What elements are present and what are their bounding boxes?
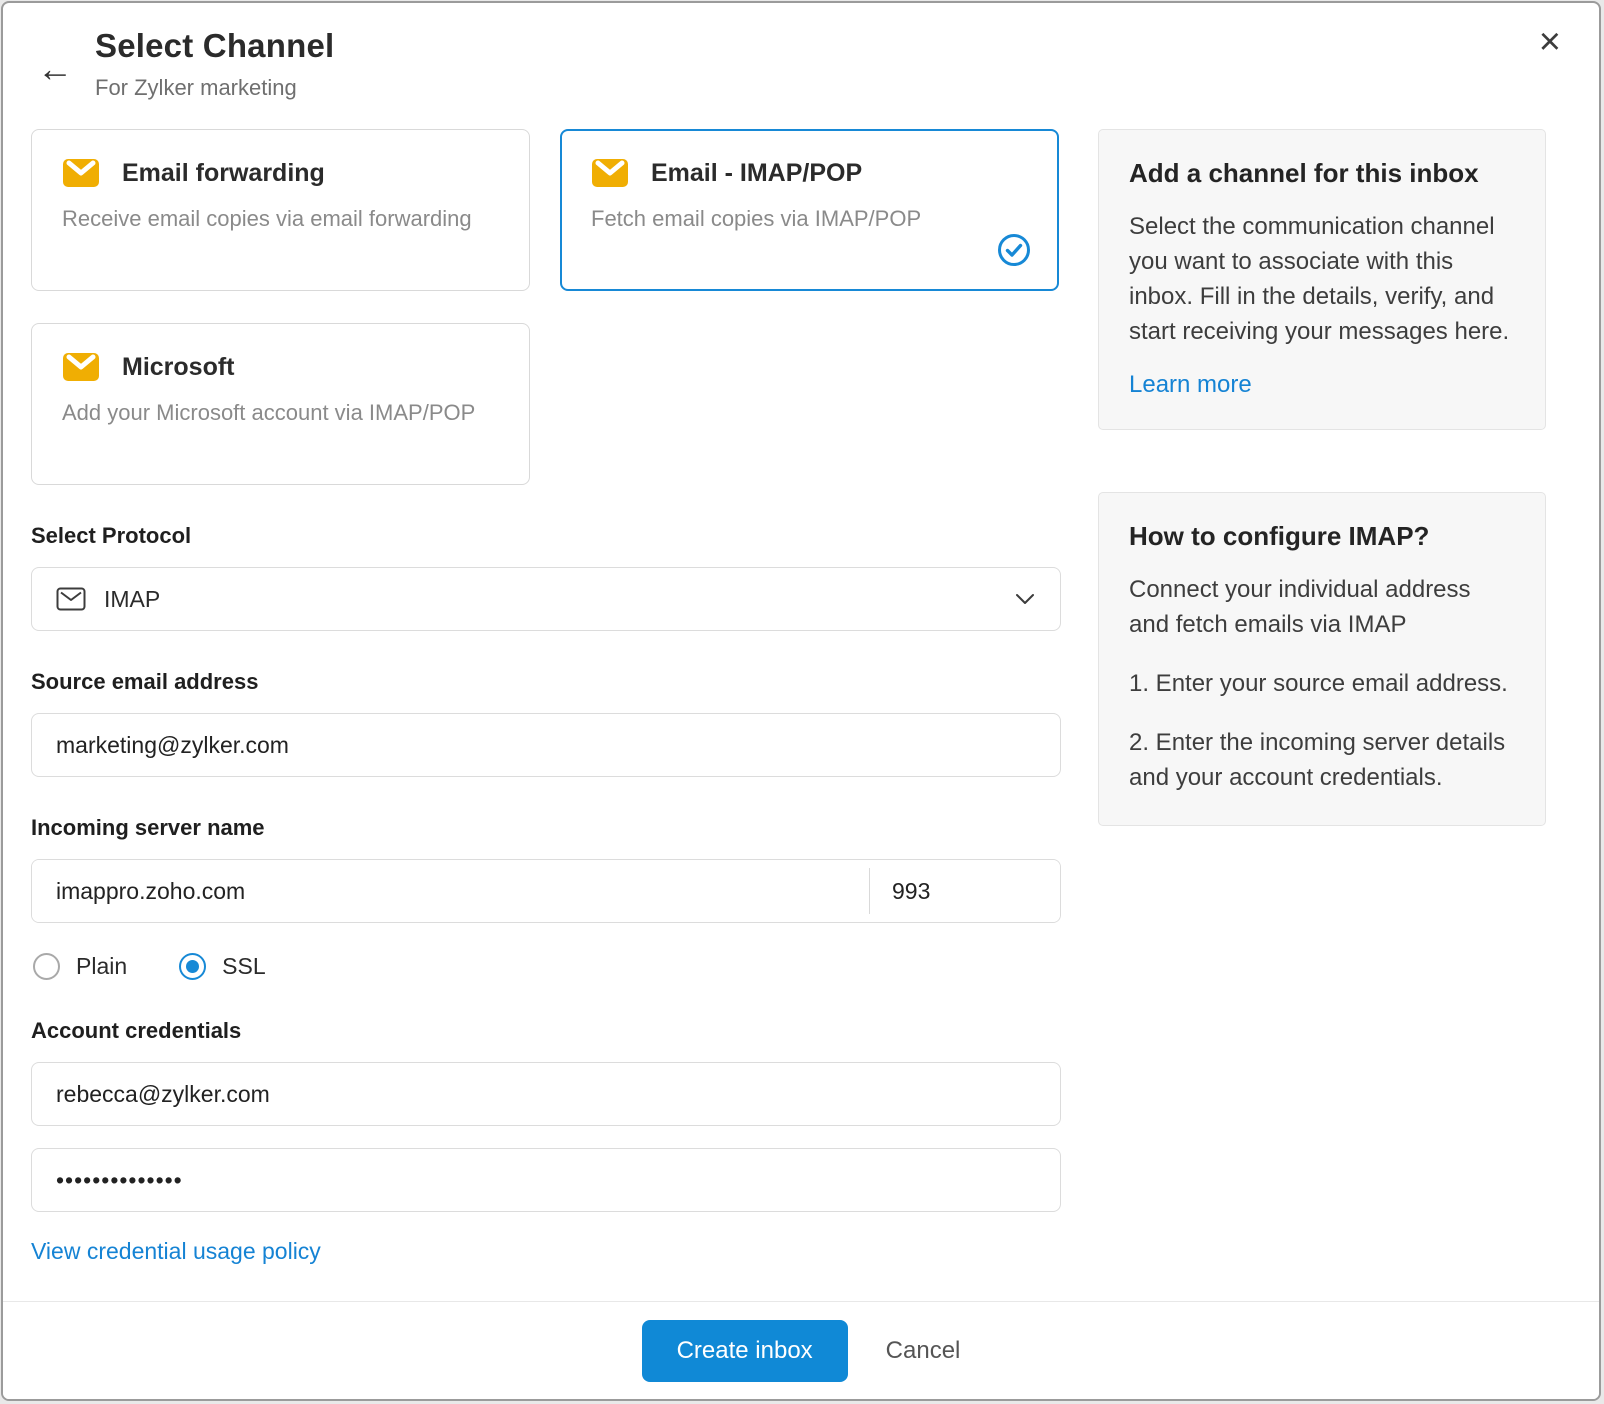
dialog-footer bbox=[3, 1301, 1599, 1399]
channel-description: Add your Microsoft account via IMAP/POP bbox=[62, 400, 476, 425]
cancel-button[interactable]: Cancel bbox=[885, 1336, 961, 1364]
panel-step-1: 1. Enter your source email address. bbox=[1129, 670, 1508, 698]
page-title: Select Channel bbox=[95, 27, 335, 64]
source-email-label: Source email address bbox=[31, 669, 259, 694]
security-radio-group bbox=[33, 953, 1061, 980]
info-panel-configure-imap bbox=[1098, 492, 1546, 826]
channel-card-list bbox=[31, 129, 1061, 485]
create-inbox-button[interactable]: Create inbox bbox=[642, 1320, 848, 1382]
radio-plain[interactable]: Plain bbox=[33, 953, 127, 980]
protocol-value: IMAP bbox=[104, 585, 161, 612]
channel-card-email-forwarding[interactable] bbox=[31, 129, 530, 291]
channel-title: Microsoft bbox=[122, 352, 235, 381]
chevron-down-icon bbox=[1014, 592, 1036, 606]
credentials-label: Account credentials bbox=[31, 1018, 242, 1043]
channel-description: Receive email copies via email forwarding bbox=[62, 206, 472, 231]
server-port-input[interactable] bbox=[870, 860, 1060, 922]
panel-title: How to configure IMAP? bbox=[1129, 521, 1430, 552]
channel-card-microsoft[interactable] bbox=[31, 323, 530, 485]
credentials-password-input[interactable] bbox=[31, 1148, 1061, 1212]
radio-button-icon bbox=[33, 953, 60, 980]
credential-policy-link[interactable]: View credential usage policy bbox=[31, 1238, 321, 1264]
learn-more-link[interactable]: Learn more bbox=[1129, 371, 1252, 399]
protocol-label: Select Protocol bbox=[31, 523, 192, 548]
select-channel-dialog bbox=[1, 1, 1601, 1401]
channel-card-email-imap-pop[interactable] bbox=[560, 129, 1059, 291]
envelope-icon bbox=[62, 158, 100, 188]
check-circle-icon bbox=[997, 233, 1031, 267]
server-name-label: Incoming server name bbox=[31, 815, 265, 840]
panel-intro: Connect your individual address and fetch emails via IMAP bbox=[1129, 576, 1471, 639]
page-subtitle: For Zylker marketing bbox=[95, 75, 297, 100]
source-email-input[interactable] bbox=[31, 713, 1061, 777]
protocol-select[interactable] bbox=[31, 567, 1061, 631]
radio-button-icon bbox=[179, 953, 206, 980]
panel-body: Select the communication channel you want to associate with this inbox. Fill in the details, verify, and start receiving your messages here. bbox=[1129, 213, 1510, 346]
close-icon[interactable]: × bbox=[1538, 21, 1561, 63]
dialog-header bbox=[3, 3, 1599, 101]
panel-title: Add a channel for this inbox bbox=[1129, 158, 1479, 188]
envelope-icon bbox=[62, 352, 100, 382]
panel-step-2: 2. Enter the incoming server details and your account credentials. bbox=[1129, 729, 1506, 792]
channel-description: Fetch email copies via IMAP/POP bbox=[591, 206, 922, 231]
server-field-group bbox=[31, 859, 1061, 923]
server-name-input[interactable] bbox=[32, 860, 869, 922]
credentials-username-input[interactable] bbox=[31, 1062, 1061, 1126]
channel-title: Email - IMAP/POP bbox=[651, 158, 863, 187]
info-panel-add-channel bbox=[1098, 129, 1546, 430]
envelope-icon bbox=[591, 158, 629, 188]
back-arrow-icon[interactable]: ← bbox=[37, 48, 73, 89]
radio-ssl[interactable]: SSL bbox=[179, 953, 265, 980]
envelope-outline-icon bbox=[56, 587, 86, 611]
channel-title: Email forwarding bbox=[122, 158, 325, 187]
